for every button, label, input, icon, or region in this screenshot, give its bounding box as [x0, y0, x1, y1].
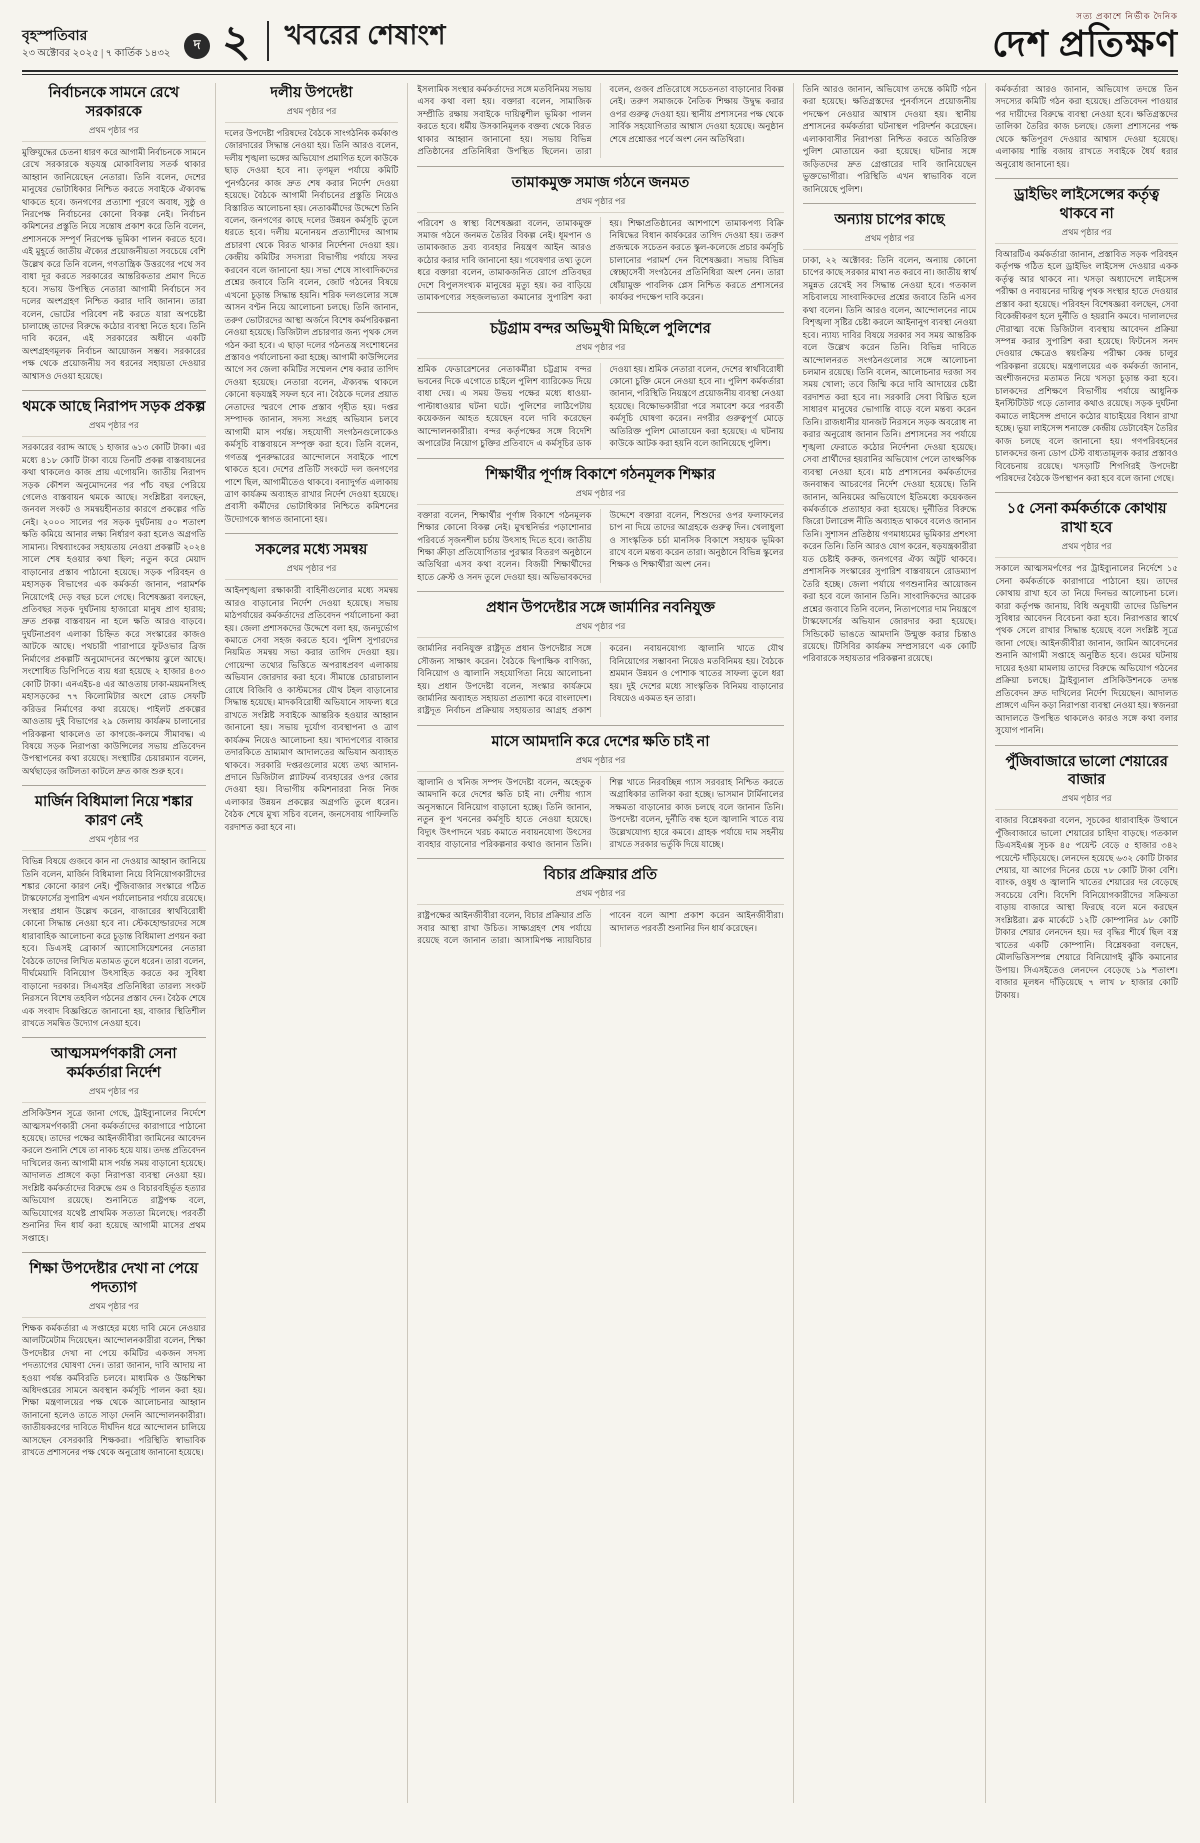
header-rule: [22, 70, 1178, 75]
article: [22, 785, 206, 1029]
article-body: রাষ্ট্রপক্ষের আইনজীবীরা বলেন, বিচার প্রক্রিয়ার প্রতি সবার আস্থা রাখা উচিত। সাক্ষ্যগ্রহণ শেষ পর্যায়ে রয়েছে বলে জানান তারা। আসামিপক্ষ ন্যায়বিচার পাবেন বলে আশা প্রকাশ করেন আইনজীবীরা। আদালত পরবর্তী শুনানির দিন ধার্য করেছেন।: [417, 910, 784, 946]
continued-from-label: প্রথম পৃষ্ঠার পর: [803, 232, 977, 250]
article-headline: মার্জিন বিধিমালা নিয়ে শঙ্কার কারণ নেই: [34, 794, 193, 830]
continued-from-label: প্রথম পৃষ্ঠার পর: [417, 341, 783, 359]
article-body: মুক্তিযুদ্ধের চেতনা ধারণ করে আগামী নির্বাচনকে সামনে রেখে সরকারকে ষড়যন্ত্র মোকাবিলায় সতর্ক থাকার আহ্বান জানিয়েছেন নেতারা। তিনি বলেন, দেশের মানুষের ভোটাধিকার নিশ্চিত করতে সবাইকে ঐক্যবদ্ধ থাকতে হবে। জনগণের প্রত্যাশা পূরণে অবাধ, সুষ্ঠু ও নিরপেক্ষ নির্বাচনের কোনো বিকল্প নেই। নির্বাচন কমিশনের প্রস্তুতি নিয়ে সন্তোষ প্রকাশ করে তিনি বলেন, প্রশাসনকে সম্পূর্ণ নিরপেক্ষ ভূমিকা পালন করতে হবে। এই মুহূর্তে জাতীয় ঐক্যের প্রয়োজনীয়তা সবচেয়ে বেশি উল্লেখ করে তিনি বলেন, গণতান্ত্রিক উত্তরণের পথে সব বাধা দূর করতে সরকারের আন্তরিকতার প্রমাণ দিতে হবে। সভায় উপস্থিত নেতারা আগামী নির্বাচনে সব দলের অংশগ্রহণ নিশ্চিত করার দাবি জানান। তারা বলেন, ভোটের পরিবেশ নষ্ট করতে যারা অপচেষ্টা চালাচ্ছে তাদের বিরুদ্ধে কঠোর ব্যবস্থা নিতে হবে। তিনি দাবি করেন, এই সরকারের অধীনে একটি অংশগ্রহণমূলক নির্বাচন আয়োজন সম্ভব। সরকারের পক্ষ থেকে প্রয়োজনীয় সব ধরনের সহায়তা দেওয়ার আশ্বাসও দেওয়া হয়েছে।: [22, 146, 206, 381]
article: [22, 1252, 206, 1459]
columns-3-4: [407, 83, 792, 1803]
continued-from-label: প্রথম পৃষ্ঠার পর: [225, 105, 399, 123]
article-headline: শিক্ষার্থীর পূর্ণাঙ্গ বিকাশে গঠনমূলক শিক্ষার: [485, 466, 716, 483]
continued-from-label: প্রথম পৃষ্ঠার পর: [225, 562, 399, 580]
continued-from-label: প্রথম পৃষ্ঠার পর: [995, 540, 1178, 558]
article: [417, 725, 783, 851]
article-body: প্রসিকিউশন সূত্রে জানা গেছে, ট্রাইব্যুনালের নির্দেশে আত্মসমর্পণকারী সেনা কর্মকর্তাদের কারাগারে পাঠানো হয়েছে। তাদের পক্ষের আইনজীবীরা জামিনের আবেদন করলে শুনানি শেষে তা নাকচ হয়ে যায়। তদন্ত প্রতিবেদন দাখিলের জন্য আগামী মাস পর্যন্ত সময় বাড়ানো হয়েছে। আদালত প্রাঙ্গণে কড়া নিরাপত্তা ব্যবস্থা নেওয়া হয়। সংশ্লিষ্ট কর্মকর্তাদের বিরুদ্ধে গুম ও বিচারবহির্ভূত হত্যার অভিযোগ রয়েছে। শুনানিতে রাষ্ট্রপক্ষ বলে, অভিযোগের যথেষ্ট প্রাথমিক সত্যতা মিলেছে। পরবর্তী শুনানির দিন ধার্য করা হয়েছে আগামী মাসের প্রথম সপ্তাহে।: [22, 1108, 206, 1243]
continued-from-label: প্রথম পৃষ্ঠার পর: [417, 487, 783, 505]
article-headline: পুঁজিবাজারে ভালো শেয়ারের বাজার: [1005, 753, 1168, 789]
dateline-block: [22, 29, 172, 64]
article: [22, 1037, 206, 1244]
articles-grid: [22, 83, 1178, 1803]
page-header: [22, 10, 1178, 70]
date-line: ২৩ অক্টোবর ২০২৫ | ৭ কার্তিক ১৪৩২: [22, 48, 171, 59]
column-6: [985, 83, 1178, 1803]
article-headline: শিক্ষা উপদেষ্টার দেখা না পেয়ে পদত্যাগ: [29, 1261, 199, 1296]
article-body: জ্বালানি ও খনিজ সম্পদ উপদেষ্টা বলেন, অহেতুক আমদানি করে দেশের ক্ষতি চাই না। দেশীয় গ্যাস অনুসন্ধানে বিনিয়োগ বাড়ানো হচ্ছে। তিনি জানান, নতুন কূপ খননের কর্মসূচি হাতে নেওয়া হয়েছে। বিদ্যুৎ উৎপাদনে খরচ কমাতে নবায়নযোগ্য উৎসের ব্যবহার বাড়ানোর পরিকল্পনার কথাও জানান তিনি। শিল্প খাতে নিরবচ্ছিন্ন গ্যাস সরবরাহ নিশ্চিত করতে অগ্রাধিকার তালিকা করা হচ্ছে। ভাসমান টার্মিনালের সক্ষমতা বাড়ানোর কাজ চলছে বলে জানান তিনি। উপদেষ্টা বলেন, দুর্নীতি বন্ধ হলে জ্বালানি খাতে ব্যয় উল্লেখযোগ্য হারে কমবে। গ্রাহক পর্যায়ে দাম সহনীয় রাখতে সরকার ভর্তুকি দিয়ে যাচ্ছে।: [417, 776, 784, 849]
continued-from-label: প্রথম পৃষ্ঠার পর: [417, 754, 783, 772]
continued-from-label: প্রথম পৃষ্ঠার পর: [22, 1300, 206, 1318]
article: [995, 178, 1178, 484]
article-headline: বিচার প্রক্রিয়ার প্রতি: [543, 867, 658, 884]
article: [995, 745, 1178, 1001]
article-headline: ড্রাইভিং লাইসেন্সের কর্তৃত্ব থাকবে না: [1013, 187, 1160, 223]
article-body: বাজার বিশ্লেষকরা বলেন, সূচকের ধারাবাহিক উত্থানে পুঁজিবাজারে ভালো শেয়ারের চাহিদা বাড়ছে। গতকাল ডিএসইএক্স সূচক ৪৫ পয়েন্ট বেড়ে ৫ হাজার ৩৪২ পয়েন্টে দাঁড়িয়েছে। লেনদেন হয়েছে ৬৩২ কোটি টাকার শেয়ার, যা আগের দিনের চেয়ে ৭৮ কোটি টাকা বেশি। ব্যাংক, ওষুধ ও জ্বালানি খাতের শেয়ারের দর বেড়েছে সবচেয়ে বেশি। বিদেশি বিনিয়োগকারীদের সক্রিয়তা বাড়ায় বাজারে আস্থা ফিরছে বলে মনে করছেন সংশ্লিষ্টরা। ব্লক মার্কেটে ১২টি কোম্পানির ৯৮ কোটি টাকার শেয়ার লেনদেন হয়। দর বৃদ্ধির শীর্ষে ছিল বস্ত্র খাতের একটি কোম্পানি। বিশ্লেষকরা বলছেন, মৌলভিত্তিসম্পন্ন শেয়ারে বিনিয়োগই ঝুঁকি কমানোর উপায়। সিএসইতেও লেনদেন বেড়েছে ১৯ শতাংশ। বাজার মূলধন দাঁড়িয়েছে ৭ লাখ ৮ হাজার কোটি টাকায়।: [995, 815, 1178, 1000]
article-body: তিনি আরও জানান, অভিযোগ তদন্তে কমিটি গঠন করা হয়েছে। ক্ষতিগ্রস্তদের পুনর্বাসনে প্রয়োজনীয় পদক্ষেপ নেওয়ার আশ্বাস দেওয়া হয়। স্থানীয় প্রশাসনের কর্মকর্তারা ঘটনাস্থল পরিদর্শন করেছেন। এলাকাবাসীর নিরাপত্তা নিশ্চিত করতে অতিরিক্ত পুলিশ মোতায়েন করা হয়েছে। ঘটনার সঙ্গে জড়িতদের দ্রুত গ্রেপ্তারের দাবি জানিয়েছেন ভুক্তভোগীরা। পরিস্থিতি এখন স্বাভাবিক বলে জানিয়েছে পুলিশ।: [802, 84, 977, 194]
article: [22, 390, 206, 777]
masthead-title: দেশ প্রতিক্ষণ: [992, 24, 1178, 64]
header-divider: [267, 21, 269, 61]
continued-from-label: প্রথম পৃষ্ঠার পর: [995, 226, 1178, 244]
article-headline: অন্যায় চাপের কাছে: [834, 212, 945, 229]
continued-from-label: প্রথম পৃষ্ঠার পর: [22, 419, 206, 437]
article-body: ঢাকা, ২২ অক্টোবর: তিনি বলেন, অন্যায় কোনো চাপের কাছে সরকার মাথা নত করবে না। জাতীয় স্বার্থ সমুন্নত রেখেই সব সিদ্ধান্ত নেওয়া হবে। গতকাল সচিবালয়ে সাংবাদিকদের প্রশ্নের জবাবে তিনি এসব কথা বলেন। তিনি আরও বলেন, আন্দোলনের নামে বিশৃঙ্খলা সৃষ্টির চেষ্টা করলে আইনানুগ ব্যবস্থা নেওয়া হবে। ন্যায্য দাবির বিষয়ে সরকার সব সময় আন্তরিক বলে উল্লেখ করেন তিনি। বিভিন্ন দাবিতে আন্দোলনরত সংগঠনগুলোর সঙ্গে আলোচনা চলমান রয়েছে। তিনি বলেন, আলোচনার দরজা সব সময় খোলা; তবে জিম্মি করে দাবি আদায়ের চেষ্টা বরদাশত করা হবে না। সরকারি সেবা বিঘ্নিত হলে সাধারণ মানুষের ভোগান্তি বাড়ে বলে মন্তব্য করেন তিনি। রাজধানীর যানজট নিরসনে সড়ক অবরোধ না করার অনুরোধ জানান তিনি। প্রশাসনের সব পর্যায়ে শৃঙ্খলা ফেরাতে কঠোর নির্দেশনা দেওয়া হয়েছে। সেবা প্রার্থীদের হয়রানির অভিযোগ পেলে তাৎক্ষণিক ব্যবস্থা নেওয়া হবে। মাঠ প্রশাসনের কর্মকর্তাদের জনবান্ধব আচরণের নির্দেশ দেওয়া হয়েছে। তিনি জানান, অনিয়মের অভিযোগে ইতিমধ্যে কয়েকজন কর্মকর্তাকে প্রত্যাহার করা হয়েছে। দুর্নীতির বিরুদ্ধে জিরো টলারেন্স নীতি অব্যাহত থাকবে বলেও জানান তিনি। সুশাসন প্রতিষ্ঠায় গণমাধ্যমের ভূমিকার প্রশংসা করেন তিনি। তিনি আরও যোগ করেন, ষড়যন্ত্রকারীরা যত চেষ্টাই করুক, জনগণের ঐক্য অটুট থাকবে। প্রশাসনিক সংস্কারের সুপারিশ বাস্তবায়নে রোডম্যাপ তৈরি হচ্ছে। জেলা পর্যায়ে গণশুনানির আয়োজন করা হবে বলে জানান তিনি। সাংবাদিকদের আরেক প্রশ্নের জবাবে তিনি বলেন, নিত্যপণ্যের দাম নিয়ন্ত্রণে টাস্কফোর্সের অভিযান জোরদার করা হয়েছে। সিন্ডিকেট ভাঙতে আমদানি উন্মুক্ত করার চিন্তাও রয়েছে। টিসিবির কার্যক্রম সম্প্রসারণে এক কোটি পরিবারকে সহায়তার পরিকল্পনা রয়েছে।: [802, 254, 977, 664]
column-2: [215, 83, 408, 1803]
article-headline: মাসে আমদানি করে দেশের ক্ষতি চাই না: [491, 733, 710, 750]
article-body: পরিবেশ ও স্বাস্থ্য বিশেষজ্ঞরা বলেন, তামাকমুক্ত সমাজ গঠনে জনমত তৈরির বিকল্প নেই। ধূমপান ও তামাকজাত দ্রব্য ব্যবহার নিয়ন্ত্রণ আইন আরও কঠোর করার দাবি জানানো হয়। গবেষণার তথ্য তুলে ধরে বক্তারা বলেন, তামাকজনিত রোগে প্রতিবছর দেশে বিপুলসংখ্যক মানুষের মৃত্যু হয়। কর বাড়িয়ে তামাকপণ্যের সহজলভ্যতা কমানোর সুপারিশ করা হয়। শিক্ষাপ্রতিষ্ঠানের আশপাশে তামাকপণ্য বিক্রি নিষিদ্ধের বিধান কার্যকরের তাগিদ দেওয়া হয়। তরুণ প্রজন্মকে সচেতন করতে স্কুল-কলেজে প্রচার কর্মসূচি চালানোর পরামর্শ দেন বিশেষজ্ঞরা। সভায় বিভিন্ন স্বেচ্ছাসেবী সংগঠনের প্রতিনিধিরা অংশ নেন। তারা ধোঁয়ামুক্ত পাবলিক প্লেস নিশ্চিত করতে প্রশাসনের কার্যকর পদক্ষেপ দাবি করেন।: [417, 217, 784, 303]
article-headline: নির্বাচনকে সামনে রেখে সরকারকে: [48, 85, 179, 120]
article-headline: থমকে আছে নিরাপদ সড়ক প্রকল্প: [22, 399, 206, 416]
article: [417, 166, 783, 304]
newspaper-logo-icon: [184, 33, 210, 59]
article-headline: সকলের মধ্যে সমন্বয়: [255, 542, 368, 559]
article: [417, 458, 783, 584]
article-headline: দলীয় উপদেষ্টা: [270, 85, 353, 101]
continued-from-label: প্রথম পৃষ্ঠার পর: [417, 887, 783, 905]
article: [417, 591, 783, 717]
continued-from-label: প্রথম পৃষ্ঠার পর: [22, 833, 206, 851]
article-body: সকালে আত্মসমর্পণের পর ট্রাইব্যুনালের নির্দেশে ১৫ সেনা কর্মকর্তাকে কারাগারে পাঠানো হয়। তাদের কোথায় রাখা হবে তা নিয়ে দিনভর আলোচনা চলে। কারা কর্তৃপক্ষ জানায়, বিধি অনুযায়ী তাদের ডিভিশন সুবিধার আবেদন বিবেচনা করা হবে। নিরাপত্তার স্বার্থে পৃথক সেলে রাখার সিদ্ধান্ত হয়েছে বলে সংশ্লিষ্ট সূত্রে জানা গেছে। আইনজীবীরা জানান, জামিন আবেদনের শুনানি আগামী সপ্তাহে অনুষ্ঠিত হবে। গুমের ঘটনায় দায়ের হওয়া মামলায় তাদের বিরুদ্ধে অভিযোগ গঠনের প্রক্রিয়া চলছে। ট্রাইব্যুনাল প্রসিকিউশনকে তদন্ত প্রতিবেদন দ্রুত দাখিলের নির্দেশ দিয়েছেন। আদালত প্রাঙ্গণে এদিন কড়া নিরাপত্তা ব্যবস্থা নেওয়া হয়। স্বজনরা আদালতে উপস্থিত থাকলেও কারও সঙ্গে কথা বলার সুযোগ পাননি।: [995, 563, 1178, 736]
page-number: ২: [222, 17, 251, 67]
article: [22, 84, 206, 382]
column-5: [793, 83, 986, 1803]
article-body: দলের উপদেষ্টা পরিষদের বৈঠকে সাংগঠনিক কর্মকাণ্ড জোরদারের সিদ্ধান্ত নেওয়া হয়। তিনি আরও বলেন, দলীয় শৃঙ্খলা ভঙ্গের অভিযোগ প্রমাণিত হলে কাউকে ছাড় দেওয়া হবে না। তৃণমূল পর্যায়ে কমিটি পুনর্গঠনের কাজ দ্রুত শেষ করার নির্দেশ দেওয়া হয়েছে। বৈঠকে আগামী নির্বাচনের প্রস্তুতি নিয়েও বিস্তারিত আলোচনা হয়। নেতাকর্মীদের উদ্দেশে তিনি বলেন, জনগণের কাছে দলের উন্নয়ন কর্মসূচি তুলে ধরতে হবে। দলীয় মনোনয়ন প্রত্যাশীদের আগাম প্রচারণা থেকে বিরত থাকার নির্দেশনা দেওয়া হয়। কেন্দ্রীয় কমিটির সদস্যরা বিভাগীয় পর্যায়ে সফর করবেন বলে জানানো হয়। সভা শেষে সাংবাদিকদের প্রশ্নের জবাবে তিনি বলেন, জোট গঠনের বিষয়ে এখনো চূড়ান্ত সিদ্ধান্ত হয়নি। শরিক দলগুলোর সঙ্গে আসন বণ্টন নিয়ে আলোচনা চলছে। তিনি জানান, তরুণ ভোটারদের আস্থা অর্জনে বিশেষ কর্মপরিকল্পনা নেওয়া হয়েছে। ডিজিটাল প্রচারণার জন্য পৃথক সেল গঠন করা হবে। এ ছাড়া দলের গঠনতন্ত্র সংশোধনের প্রস্তাবও পর্যালোচনা করা হচ্ছে। আগামী কাউন্সিলের আগে সব জেলা কমিটির সম্মেলন শেষ করার তাগিদ দেওয়া হয়েছে। নেতারা বলেন, ঐক্যবদ্ধ থাকলে কোনো ষড়যন্ত্রই সফল হবে না। বৈঠকে দলের প্রয়াত নেতাদের স্মরণে শোক প্রস্তাব গৃহীত হয়। দপ্তর সম্পাদক জানান, সদস্য সংগ্রহ অভিযান চলবে আগামী মাস পর্যন্ত। সহযোগী সংগঠনগুলোকেও কর্মসূচি বাস্তবায়নে সম্পৃক্ত করা হবে। তিনি বলেন, গণতন্ত্র পুনরুদ্ধারের আন্দোলনে সবাইকে পাশে থাকতে হবে। দেশের প্রতিটি সংকটে দল জনগণের পাশে ছিল, আগামীতেও থাকবে। বন্যাদুর্গত এলাকায় ত্রাণ কার্যক্রম অব্যাহত রাখার নির্দেশ দেওয়া হয়েছে। প্রবাসী কর্মীদের ভোটাধিকার নিশ্চিতে কমিশনের উদ্যোগকে স্বাগত জানানো হয়।: [224, 127, 399, 524]
article-body: আইনশৃঙ্খলা রক্ষাকারী বাহিনীগুলোর মধ্যে সমন্বয় আরও বাড়ানোর নির্দেশ দেওয়া হয়েছে। সভায় মাঠপর্যায়ের কর্মকর্তাদের প্রতিবেদন পর্যালোচনা করা হয়। জেলা প্রশাসকদের উদ্দেশে বলা হয়, জনদুর্ভোগ কমাতে সেবা সহজ করতে হবে। পুলিশ সুপারদের নিয়মিত সমন্বয় সভা করার তাগিদ দেওয়া হয়। গোয়েন্দা তথ্যের ভিত্তিতে অপরাধপ্রবণ এলাকায় অভিযান জোরদার করা হবে। সীমান্তে চোরাচালান রোধে বিজিবি ও কাস্টমসের যৌথ টহল বাড়ানোর সিদ্ধান্ত হয়েছে। মাদকবিরোধী অভিযানে সাফল্য ধরে রাখতে সংশ্লিষ্ট সবাইকে আন্তরিক হওয়ার আহ্বান জানানো হয়। সভায় দুর্যোগ ব্যবস্থাপনা ও ত্রাণ কার্যক্রম নিয়েও আলোচনা হয়। খাদ্যপণ্যের বাজার তদারকিতে ভ্রাম্যমাণ আদালতের অভিযান অব্যাহত থাকবে। সরকারি দপ্তরগুলোর মধ্যে তথ্য আদান-প্রদানে ডিজিটাল প্ল্যাটফর্ম ব্যবহারের ওপর জোর দেওয়া হয়। বিভাগীয় কমিশনাররা নিজ নিজ এলাকার উন্নয়ন প্রকল্পের অগ্রগতি তুলে ধরেন। বৈঠক শেষে মুখ্য সচিব বলেন, জনসেবায় গাফিলতি বরদাশত করা হবে না।: [224, 585, 399, 832]
continued-from-label: প্রথম পৃষ্ঠার পর: [417, 620, 783, 638]
article-body: বক্তারা বলেন, শিক্ষার্থীর পূর্ণাঙ্গ বিকাশে গঠনমূলক শিক্ষার কোনো বিকল্প নেই। মুখস্থনির্ভর পড়াশোনার পরিবর্তে সৃজনশীল চর্চায় উৎসাহ দিতে হবে। জাতীয় শিক্ষা ক্রীড়া প্রতিযোগিতার পুরস্কার বিতরণ অনুষ্ঠানে অতিথিরা এসব কথা বলেন। বিজয়ী শিক্ষার্থীদের হাতে ক্রেস্ট ও সনদ তুলে দেওয়া হয়। অভিভাবকদের উদ্দেশে বক্তারা বলেন, শিশুদের ওপর ফলাফলের চাপ না দিয়ে তাদের আগ্রহকে গুরুত্ব দিন। খেলাধুলা ও সাংস্কৃতিক চর্চা মানসিক বিকাশে সহায়ক ভূমিকা রাখে বলে মন্তব্য করেন তারা। অনুষ্ঠানে বিভিন্ন স্কুলের শিক্ষক ও শিক্ষার্থীরা অংশ নেন।: [417, 509, 784, 582]
article: [995, 492, 1178, 736]
continued-from-label: প্রথম পৃষ্ঠার পর: [417, 195, 783, 213]
column-1: [22, 83, 215, 1803]
continued-from-label: প্রথম পৃষ্ঠার পর: [22, 1085, 206, 1103]
article: [803, 203, 977, 665]
article-body: কর্মকর্তারা আরও জানান, অভিযোগ তদন্তে তিন সদস্যের কমিটি গঠন করা হয়েছে। প্রতিবেদন পাওয়ার পর দায়ীদের বিরুদ্ধে ব্যবস্থা নেওয়া হবে। ক্ষতিগ্রস্তদের তালিকা তৈরির কাজ চলছে। জেলা প্রশাসনের পক্ষ থেকে ক্ষতিপূরণ দেওয়ার আশ্বাস দেওয়া হয়েছে। এলাকায় শান্তি বজায় রাখতে সবাইকে ধৈর্য ধরার অনুরোধ জানানো হয়।: [995, 84, 1178, 169]
article: [225, 84, 399, 525]
article-body: সরকারের বরাদ্দ আছে ১ হাজার ৬১৩ কোটি টাকা। এর মধ্যে ৪১৮ কোটি টাকা ব্যয়ে তিনটি প্রকল্প বাস্তবায়নের কথা থাকলেও কাজ প্রায় এগোয়নি। জাতীয় নিরাপদ সড়ক কৌশল অনুমোদনের পর পাঁচ বছর পেরিয়ে গেলেও বাস্তবায়ন থমকে আছে। সংশ্লিষ্টরা বলছেন, জনবল সংকট ও সমন্বয়হীনতার কারণে প্রকল্পের গতি নেই। ২০০০ সালের পর সড়ক দুর্ঘটনায় ৫০ শতাংশ ক্ষতি কমিয়ে আনার লক্ষ্য নির্ধারণ করা হলেও অগ্রগতি সামান্য। বিশ্বব্যাংকের সহায়তায় নেওয়া প্রকল্পটি ২০২৪ সালে শেষ হওয়ার কথা ছিল; নতুন করে মেয়াদ বাড়ানোর প্রস্তাব পাঠানো হয়েছে। সড়ক পরিবহন ও মহাসড়ক বিভাগের এক কর্মকর্তা জানান, পরামর্শক নিয়োগেই দেড় বছর চলে গেছে। বিশেষজ্ঞরা বলছেন, প্রতিবছর সড়ক দুর্ঘটনায় হাজারো মানুষ প্রাণ হারায়; দ্রুত প্রকল্প বাস্তবায়ন না হলে ক্ষতি আরও বাড়বে। দুর্ঘটনাপ্রবণ এলাকা চিহ্নিত করে সংস্কারের কাজও আটকে আছে। পথচারী পারাপারে ফুটওভার ব্রিজ নির্মাণের প্রকল্পটি অনুমোদনের অপেক্ষায় ঝুলে আছে। সংশোধিত ডিপিপিতে ব্যয় ধরা হয়েছে ২ হাজার ৪৩৩ কোটি টাকা। এনএইচ-৪ এর আওতায় ঢাকা-ময়মনসিংহ মহাসড়কের ৭৭ কিলোমিটার অংশে রোড সেফটি করিডর নির্মাণের কথা রয়েছে। পাইলট প্রকল্পের আওতায় দুই বিভাগের ২৯ জেলায় কার্যক্রম চালানোর পরিকল্পনা থাকলেও তা কাগজে-কলমে সীমাবদ্ধ। এ বিষয়ে সড়ক নিরাপত্তা কাউন্সিলের সভায় প্রতিবেদন উপস্থাপনের কথা রয়েছে। সংস্থাটির চেয়ারম্যান বলেন, অর্থছাড়ের জটিলতা কাটলে দ্রুত কাজ শুরু হবে।: [22, 442, 206, 776]
article-headline: আত্মসমর্পণকারী সেনা কর্মকর্তারা নির্দেশ: [51, 1046, 177, 1082]
continued-from-label: প্রথম পৃষ্ঠার পর: [22, 124, 206, 142]
article-headline: চট্টগ্রাম বন্দর অভিমুখী মিছিলে পুলিশের: [490, 320, 711, 337]
article-body: জার্মানির নবনিযুক্ত রাষ্ট্রদূত প্রধান উপদেষ্টার সঙ্গে সৌজন্য সাক্ষাৎ করেন। বৈঠকে দ্বিপাক্ষিক বাণিজ্য, বিনিয়োগ ও জ্বালানি সহযোগিতা নিয়ে আলোচনা হয়। প্রধান উপদেষ্টা বলেন, সংস্কার কার্যক্রমে জার্মানির অব্যাহত সহায়তা প্রত্যাশা করে বাংলাদেশ। রাষ্ট্রদূত নির্বাচন প্রক্রিয়ায় সহায়তার আগ্রহ প্রকাশ করেন। নবায়নযোগ্য জ্বালানি খাতে যৌথ বিনিয়োগের সম্ভাবনা নিয়েও মতবিনিময় হয়। বৈঠকে শ্রমমান উন্নয়ন ও পোশাক খাতের সাফল্য তুলে ধরা হয়। দুই দেশের মধ্যে সাংস্কৃতিক বিনিময় বাড়ানোর বিষয়েও একমত হন তারা।: [417, 643, 784, 716]
article-body: শিক্ষক কর্মকর্তারা এ সপ্তাহের মধ্যে দাবি মেনে নেওয়ার আলটিমেটাম দিয়েছেন। আন্দোলনকারীরা বলেন, শিক্ষা উপদেষ্টার দেখা না পেয়ে কমিটির একজন সদস্য পদত্যাগের ঘোষণা দেন। তারা জানান, দাবি আদায় না হওয়া পর্যন্ত কর্মবিরতি চলবে। মাধ্যমিক ও উচ্চশিক্ষা অধিদপ্তরের সামনে অবস্থান কর্মসূচি পালন করা হয়। শিক্ষা মন্ত্রণালয়ের পক্ষ থেকে আলোচনার আহ্বান জানানো হলেও তাতে সাড়া দেননি আন্দোলনকারীরা। জাতীয়করণের দাবিতে দীর্ঘদিন ধরে আন্দোলন চালিয়ে আসছেন বেসরকারি শিক্ষকরা। পরিস্থিতি স্বাভাবিক রাখতে প্রশাসনের পক্ষ থেকে অনুরোধ জানানো হয়েছে।: [22, 1322, 206, 1458]
article: [417, 83, 783, 158]
article: [417, 312, 783, 450]
weekday-label: বৃহস্পতিবার: [22, 29, 88, 45]
article-body: শ্রমিক ফেডারেশনের নেতাকর্মীরা চট্টগ্রাম বন্দর ভবনের দিকে এগোতে চাইলে পুলিশ ব্যারিকেড দিয়ে বাধা দেয়। এ সময় উভয় পক্ষের মধ্যে ধাওয়া-পাল্টাধাওয়ার ঘটনা ঘটে। পুলিশের লাঠিপেটায় কয়েকজন আহত হয়েছেন বলে দাবি করেছেন আন্দোলনকারীরা। বন্দর কর্তৃপক্ষের সঙ্গে বিদেশি অপারেটর নিয়োগ চুক্তির প্রতিবাদে এ কর্মসূচির ডাক দেওয়া হয়। শ্রমিক নেতারা বলেন, দেশের স্বার্থবিরোধী কোনো চুক্তি মেনে নেওয়া হবে না। পুলিশ কর্মকর্তারা জানান, পরিস্থিতি নিয়ন্ত্রণে প্রয়োজনীয় ব্যবস্থা নেওয়া হয়েছে। বিক্ষোভকারীরা পরে সমাবেশ করে পরবর্তী কর্মসূচি ঘোষণা করেন। নগরীর গুরুত্বপূর্ণ মোড়ে অতিরিক্ত পুলিশ মোতায়েন করা হয়েছে। এ ঘটনায় কাউকে আটক করা হয়নি বলে জানিয়েছে পুলিশ।: [417, 363, 784, 449]
masthead-tagline: সত্য প্রকাশে নির্ভীক দৈনিক: [1076, 11, 1178, 21]
article: [417, 858, 783, 946]
article-headline: ১৫ সেনা কর্মকর্তাকে কোথায় রাখা হবে: [1006, 501, 1167, 537]
article: [995, 83, 1178, 170]
article-headline: প্রধান উপদেষ্টার সঙ্গে জার্মানির নবনিযুক্ত: [486, 600, 715, 617]
article: [803, 83, 977, 195]
article-body: ইসলামিক সংস্থার কর্মকর্তাদের সঙ্গে মতবিনিময় সভায় এসব কথা বলা হয়। বক্তারা বলেন, সামাজিক সম্প্রীতি রক্ষায় সবাইকে দায়িত্বশীল ভূমিকা পালন করতে হবে। ধর্মীয় উসকানিমূলক বক্তব্য থেকে বিরত থাকার আহ্বান জানানো হয়। সভায় বিভিন্ন প্রতিষ্ঠানের প্রতিনিধিরা উপস্থিত ছিলেন। তারা বলেন, গুজব প্রতিরোধে সচেতনতা বাড়ানোর বিকল্প নেই। তরুণ সমাজকে নৈতিক শিক্ষায় উদ্বুদ্ধ করার ওপর গুরুত্ব দেওয়া হয়। স্থানীয় প্রশাসনের পক্ষ থেকে সার্বিক সহযোগিতার আশ্বাস দেওয়া হয়েছে। অনুষ্ঠান শেষে প্রশ্নোত্তর পর্বে অংশ নেন অতিথিরা।: [417, 84, 784, 157]
continued-from-label: প্রথম পৃষ্ঠার পর: [995, 792, 1178, 810]
article-headline: তামাকমুক্ত সমাজ গঠনে জনমত: [511, 174, 690, 191]
logo-glyph: দ: [193, 36, 201, 52]
masthead-block: [992, 10, 1178, 64]
article: [225, 533, 399, 833]
article-body: বিভিন্ন বিষয়ে গুজবে কান না দেওয়ার আহ্বান জানিয়ে তিনি বলেন, মার্জিন বিধিমালা নিয়ে বিনিয়োগকারীদের শঙ্কার কোনো কারণ নেই। পুঁজিবাজার সংস্কারে গঠিত টাস্কফোর্সের সুপারিশ এখন পর্যালোচনার পর্যায়ে রয়েছে। সংস্থার প্রধান উল্লেখ করেন, বাজারের স্বার্থবিরোধী কোনো সিদ্ধান্ত নেওয়া হবে না। স্টেকহোল্ডারদের সঙ্গে ধারাবাহিক আলোচনা করে চূড়ান্ত বিধিমালা প্রণয়ন করা হবে। ডিএসই ব্রোকার্স অ্যাসোসিয়েশনের নেতারা বৈঠকে তাদের লিখিত মতামত তুলে ধরেন। তারা বলেন, দীর্ঘমেয়াদি বিনিয়োগ উৎসাহিত করতে কর সুবিধা বাড়ানো দরকার। সিএসইর প্রতিনিধিরা তারল্য সংকট নিরসনে বিশেষ তহবিল গঠনের প্রস্তাব দেন। বৈঠক শেষে এক সংবাদ বিজ্ঞপ্তিতে জানানো হয়, বাজার স্থিতিশীল রাখতে সমন্বিত উদ্যোগ নেওয়া হবে।: [22, 856, 206, 1028]
section-title: খবরের শেষাংশ: [284, 20, 446, 50]
article-body: বিআরটিএ কর্মকর্তারা জানান, প্রস্তাবিত সড়ক পরিবহন কর্তৃপক্ষ গঠিত হলে ড্রাইভিং লাইসেন্স দেওয়ার একক কর্তৃত্ব আর থাকবে না। খসড়া অধ্যাদেশে লাইসেন্স পরীক্ষা ও নবায়নের দায়িত্ব পৃথক সংস্থার হাতে দেওয়ার প্রস্তাব করা হয়েছে। পরিবহন বিশেষজ্ঞরা বলছেন, সেবা বিকেন্দ্রীকরণ হলে দুর্নীতি ও হয়রানি কমবে। দালালদের দৌরাত্ম্য বন্ধে ডিজিটাল ব্যবস্থায় আবেদন প্রক্রিয়া সম্পন্ন করার সুপারিশ করা হয়েছে। ফিটনেস সনদ দেওয়ার ক্ষেত্রেও স্বয়ংক্রিয় পরীক্ষা কেন্দ্র চালুর পরিকল্পনা রয়েছে। মন্ত্রণালয়ের এক কর্মকর্তা জানান, অংশীজনদের মতামত নিয়ে খসড়া চূড়ান্ত করা হবে। চালকদের প্রশিক্ষণে বিভাগীয় পর্যায়ে আধুনিক ইনস্টিটিউট গড়ে তোলার কথাও রয়েছে। সড়ক দুর্ঘটনা কমাতে লাইসেন্স প্রদানে কঠোর যাচাইয়ের বিধান রাখা হচ্ছে। ভুয়া লাইসেন্স শনাক্তে কেন্দ্রীয় ডেটাবেইস তৈরির কাজ চলছে বলে জানানো হয়। গণপরিবহনের চালকদের জন্য ডোপ টেস্ট বাধ্যতামূলক করার প্রস্তাবও বিবেচনায় রয়েছে। খসড়াটি শিগগিরই উপদেষ্টা পরিষদের বৈঠকে উপস্থাপন করা হবে বলে জানা গেছে।: [995, 248, 1178, 484]
